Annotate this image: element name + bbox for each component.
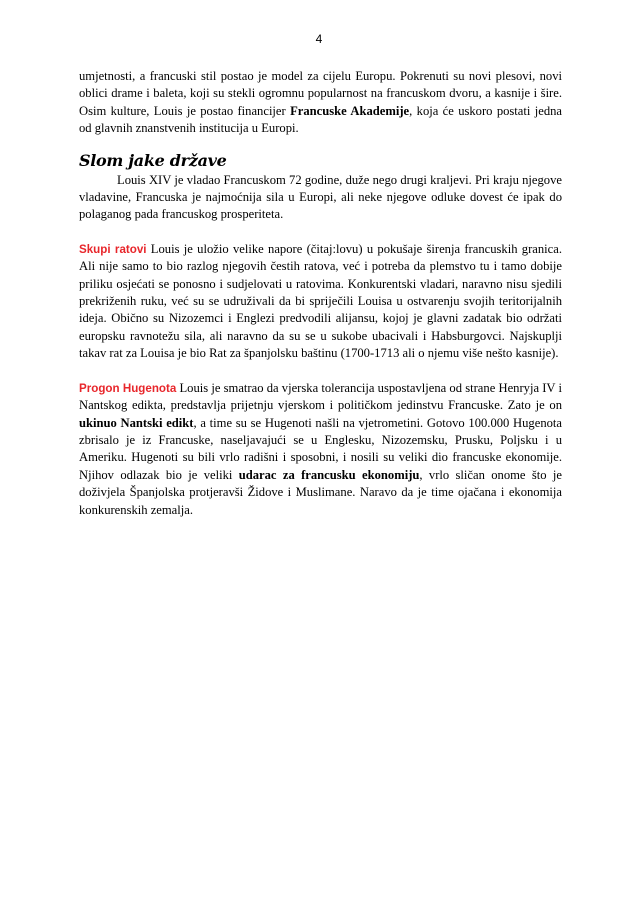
huguenots-text-3: , vrlo sličan onome što je doživjela Španjolska protjeravši Židove i Muslimane. Naravo da je time ojačana i ekonomija konkurenskih zemalja. [79, 467, 562, 517]
document-body [79, 68, 562, 519]
huguenots-bold-udarac: udarac za francusku ekonomiju [238, 467, 420, 482]
huguenots-bold-edikt: ukinuo Nantski edikt [79, 415, 194, 430]
intro-text-2: , koja će uskoro postati jedna od glavnih znanstvenih institucija u Europi. [79, 103, 563, 136]
paragraph-louis-reign: Louis XIV je vladao Francuskom 72 godine, duže nego drugi kraljevi. Pri kraju njegove vladavine, Francuska je najmoćnija sila u Europi, ali neke njegove odluke dovest će ipak do polaganog pada francuskog prosperiteta. [79, 172, 562, 222]
intro-text-1: umjetnosti, a francuski stil postao je model za cijelu Europu. Pokrenuti su novi plesovi, novi oblici drame i baleta, koji su stekli ogromnu popularnost na francuskom dvoru, a kasnije i šire. Osim kulture, Louis je postao financijer [79, 69, 562, 118]
intro-bold-akademija: Francuske Akademije [290, 103, 410, 118]
lead-skupi-ratovi: Skupi ratovi [79, 242, 147, 256]
section-heading: Slom jake države [79, 150, 227, 170]
paragraph-huguenots [79, 380, 562, 519]
huguenots-text-1: Louis je smatrao da vjerska tolerancija uspostavljena od strane Henryja IV i Nantskog edikta, predstavlja prijetnju vjerskom i političkom jedinstvu Francuske. Zato je on [79, 380, 562, 413]
paragraph-wars-text: Louis je uložio velike napore (čitaj:lovu) u pokušaje širenja francuskih granica. Ali nije samo to bio razlog njegovih čestih ratova, već i potreba da plemstvo tu i tamo dobije priliku osjećati se ponosno i sudjelovati u ratovima. Konkurentski vladari, naravno nisu sjedili prekriženih ruku, već su se udruživali da bi spriječili Louisa u ostvarenju svojih teritorijalnih ideja. Obično su Nizozemci i Englezi predvodili alijansu, kojoj je glavni zadatak bio održati europsku ravnotežu sila, ali naravno da su se u sukobe ubacivali i Habsburgovci. Najskuplji takav rat za Louisa je bio Rat za španjolsku baštinu (1700-1713 ali o njemu više nešto kasnije). [79, 241, 562, 361]
intro-paragraph [79, 68, 562, 138]
page-number: 4 [315, 32, 323, 46]
lead-progon-hugenota: Progon Hugenota [79, 381, 177, 395]
paragraph-expensive-wars [79, 241, 562, 363]
huguenots-text-2: , a time su se Hugenoti našli na vjetrometini. Gotovo 100.000 Hugenota zbrisalo je iz Francuske, naseljavajući se u Englesku, Nizozemsku, Prusku, Poljsku i u Ameriku. Hugenoti su bili vrlo radišni i sposobni, i nosili su veliki dio francuske ekonomije. Njihov odlazak bio je veliki [79, 415, 562, 482]
